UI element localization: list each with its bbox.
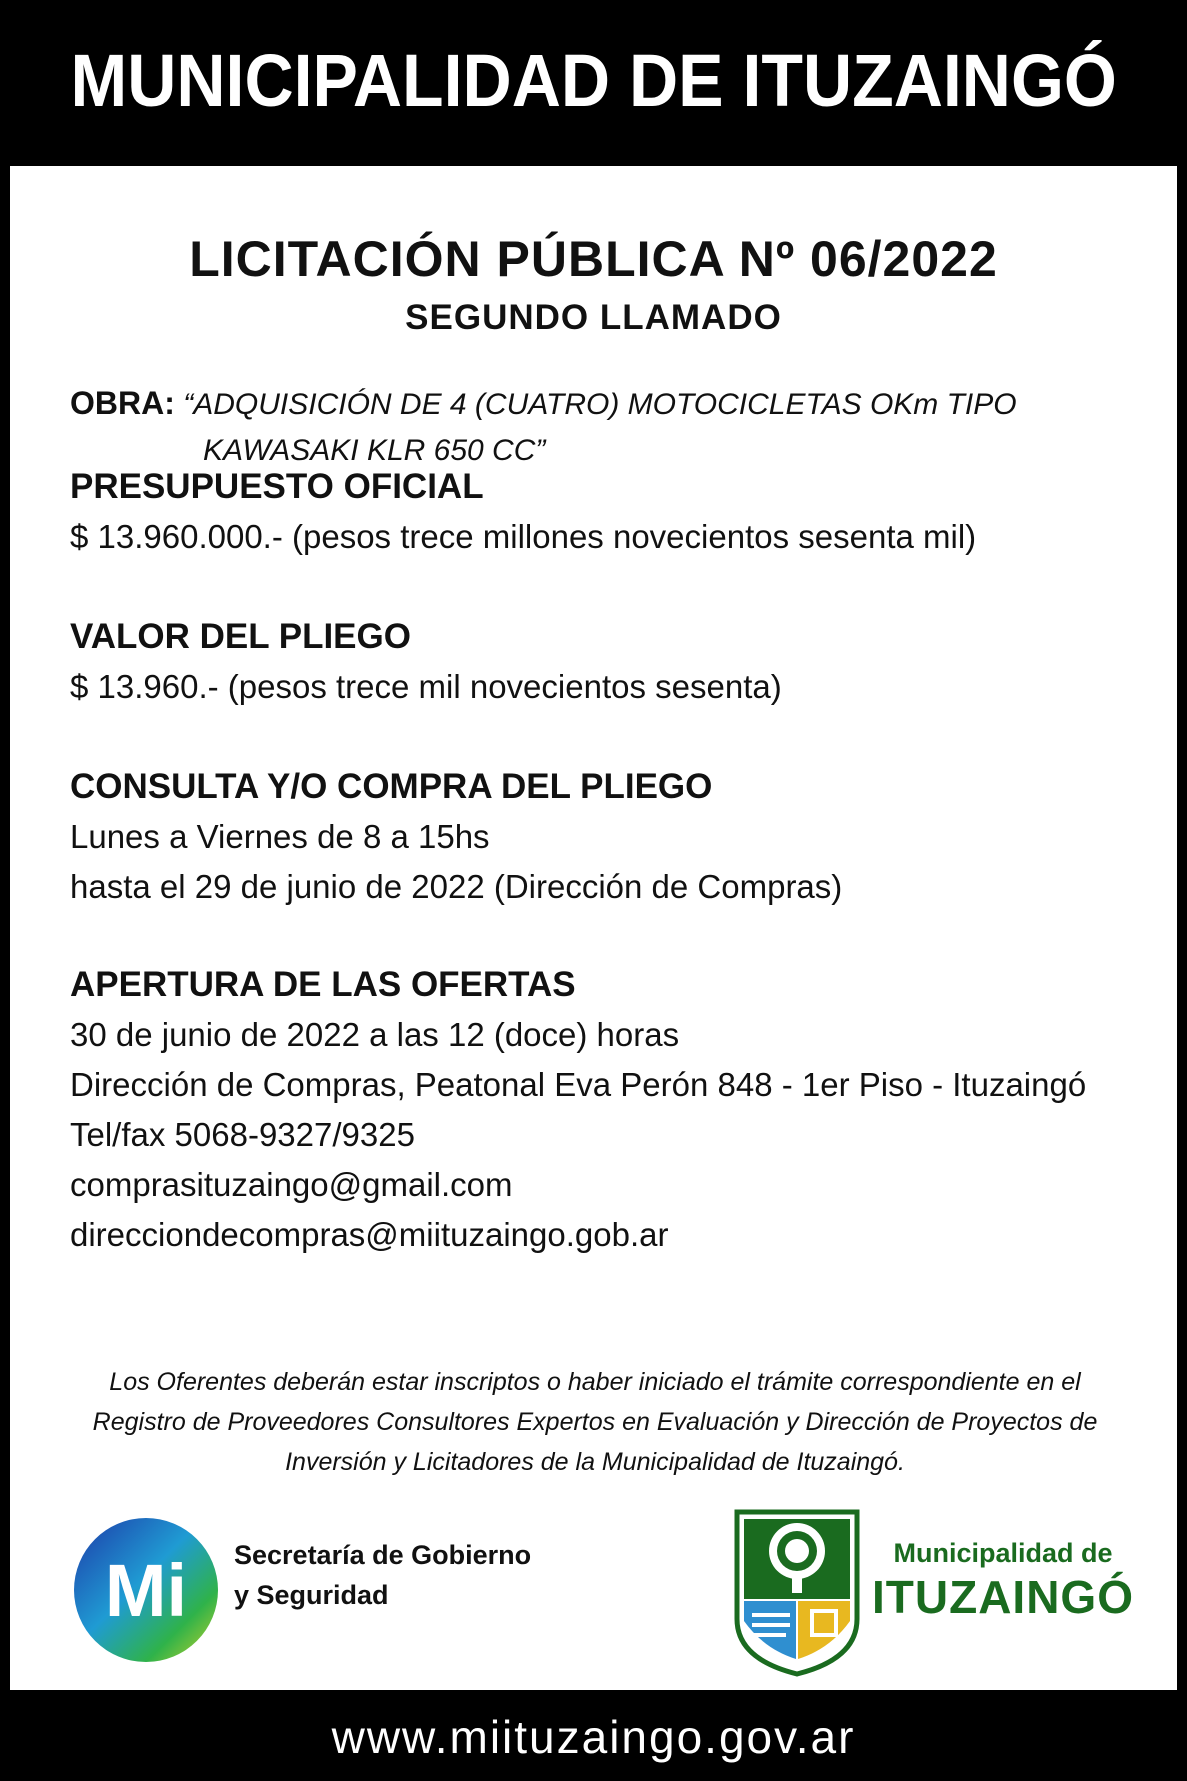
obra-label: OBRA: [70, 385, 175, 421]
apertura-phone: Tel/fax 5068-9327/9325 [70, 1116, 415, 1153]
footer-url: www.miituzaingo.gov.ar [331, 1710, 856, 1763]
wordmark-name: ITUZAINGÓ [872, 1571, 1134, 1623]
consulta-heading: CONSULTA Y/O COMPRA DEL PLIEGO [70, 767, 713, 806]
notice-line: Inversión y Licitadores de la Municipalidad de Ituzaingó. [285, 1448, 905, 1476]
secretaria-line: y Seguridad [234, 1580, 389, 1610]
notice-line: Registro de Proveedores Consultores Expertos en Evaluación y Dirección de Proyectos de [92, 1408, 1098, 1436]
apertura-heading: APERTURA DE LAS OFERTAS [70, 965, 576, 1004]
apertura-date: 30 de junio de 2022 a las 12 (doce) horas [70, 1016, 680, 1053]
notice-line: Los Oferentes deberán estar inscriptos o haber iniciado el trámite correspondiente en el [109, 1368, 1081, 1396]
announcement-panel [10, 166, 1177, 1690]
obra-description-line1: “ADQUISICIÓN DE 4 (CUATRO) MOTOCICLETAS OKm TIPO [183, 388, 1017, 421]
apertura-section [70, 960, 1150, 1260]
secretaria-name [234, 1535, 531, 1615]
tender-title: LICITACIÓN PÚBLICA Nº 06/2022 [189, 231, 998, 287]
obra-description-line2: KAWASAKI KLR 650 CC” [203, 434, 546, 467]
obra-block [70, 380, 1130, 474]
consulta-line: Lunes a Viernes de 8 a 15hs [70, 818, 490, 855]
ituzaingo-wordmark [872, 1536, 1134, 1624]
pliego-heading: VALOR DEL PLIEGO [70, 617, 411, 656]
pliego-section [70, 612, 1150, 712]
footer-band [0, 1692, 1187, 1781]
mi-logo [72, 1516, 220, 1664]
presupuesto-section [70, 462, 1150, 562]
tender-subtitle: SEGUNDO LLAMADO [405, 298, 782, 337]
apertura-email-2: direcciondecompras@miituzaingo.gob.ar [70, 1216, 669, 1253]
mi-logo-mark: Mi [104, 1549, 188, 1632]
presupuesto-text: $ 13.960.000.- (pesos trece millones novecientos sesenta mil) [70, 518, 977, 555]
apertura-address: Dirección de Compras, Peatonal Eva Perón 848 - 1er Piso - Ituzaingó [70, 1066, 1087, 1103]
header-band [0, 0, 1187, 160]
consulta-section [70, 762, 1150, 912]
secretaria-line: Secretaría de Gobierno [234, 1540, 532, 1570]
registration-notice [70, 1362, 1120, 1482]
wordmark-top: Municipalidad de [893, 1538, 1113, 1568]
consulta-line: hasta el 29 de junio de 2022 (Dirección de Compras) [70, 868, 843, 905]
apertura-email-1: comprasituzaingo@gmail.com [70, 1166, 513, 1203]
pliego-text: $ 13.960.- (pesos trece mil novecientos sesenta) [70, 668, 782, 705]
ituzaingo-shield-icon [734, 1509, 860, 1677]
header-title: MUNICIPALIDAD DE ITUZAINGÓ [70, 38, 1117, 122]
presupuesto-heading: PRESUPUESTO OFICIAL [70, 467, 484, 506]
